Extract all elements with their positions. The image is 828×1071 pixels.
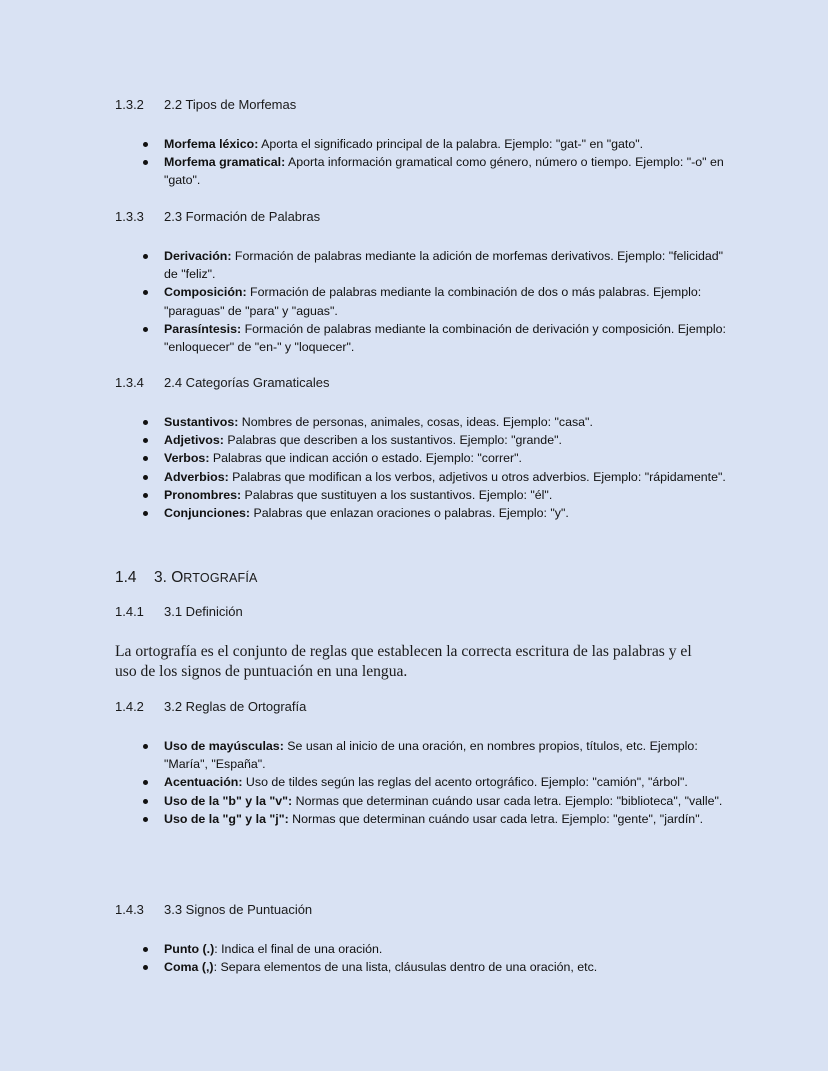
heading-1-4: [115, 568, 258, 588]
heading-title-prefix: 3. O: [154, 569, 184, 586]
heading-number: 1.4.2: [115, 699, 144, 714]
heading-title: 3.3 Signos de Puntuación: [164, 902, 313, 917]
list-item: Uso de la "b" y la "v": Normas que determinan cuándo usar cada letra. Ejemplo: "biblioteca", "valle".: [139, 792, 739, 810]
list-morfemas: [139, 135, 739, 190]
list-categorias: [139, 413, 739, 522]
heading-number: 1.4: [115, 569, 137, 586]
heading-number: 1.3.2: [115, 97, 144, 112]
heading-number: 1.3.4: [115, 375, 144, 390]
heading-number: 1.4.1: [115, 604, 144, 619]
heading-title: 2.4 Categorías Gramaticales: [164, 375, 330, 390]
list-item: Punto (.): Indica el final de una oración.: [139, 940, 739, 958]
heading-title: 3.1 Definición: [164, 604, 243, 619]
list-item: Derivación: Formación de palabras mediante la adición de morfemas derivativos. Ejemplo: "felicidad" de "feliz".: [139, 247, 739, 283]
heading-1-4-1: [115, 604, 243, 620]
heading-number: 1.3.3: [115, 209, 144, 224]
heading-1-4-3: [115, 902, 312, 918]
heading-1-4-2: [115, 699, 306, 715]
heading-title-rest: RTOGRAFÍA: [183, 571, 258, 585]
list-item: Morfema léxico: Aporta el significado principal de la palabra. Ejemplo: "gat-" en "gato".: [139, 135, 739, 153]
list-item: Adverbios: Palabras que modifican a los verbos, adjetivos u otros adverbios. Ejemplo: "rápidamente".: [139, 468, 739, 486]
paragraph-definicion: La ortografía es el conjunto de reglas que establecen la correcta escritura de las palabras y el uso de los signos de puntuación en una lengua.: [115, 643, 692, 680]
heading-1-3-2: [115, 97, 296, 113]
list-item: Pronombres: Palabras que sustituyen a los sustantivos. Ejemplo: "él".: [139, 486, 739, 504]
list-item: Conjunciones: Palabras que enlazan oraciones o palabras. Ejemplo: "y".: [139, 504, 739, 522]
heading-1-3-3: [115, 209, 320, 225]
heading-number: 1.4.3: [115, 902, 144, 917]
list-reglas: [139, 737, 739, 828]
list-item: Uso de mayúsculas: Se usan al inicio de una oración, en nombres propios, títulos, etc. Ejemplo: "María", "España".: [139, 737, 739, 773]
list-item: Composición: Formación de palabras mediante la combinación de dos o más palabras. Ejemplo: "paraguas" de "para" y "aguas".: [139, 283, 739, 319]
list-formacion: [139, 247, 739, 356]
list-item: Morfema gramatical: Aporta información gramatical como género, número o tiempo. Ejemplo: "-o" en "gato".: [139, 153, 739, 189]
list-item: Acentuación: Uso de tildes según las reglas del acento ortográfico. Ejemplo: "camión", "árbol".: [139, 773, 739, 791]
heading-title: 2.2 Tipos de Morfemas: [164, 97, 297, 112]
list-puntuacion: [139, 940, 739, 976]
list-item: Parasíntesis: Formación de palabras mediante la combinación de derivación y composición. Ejemplo: "enloquecer" de "en-" y "loquecer".: [139, 320, 739, 356]
heading-title: 3.2 Reglas de Ortografía: [164, 699, 307, 714]
list-item: Uso de la "g" y la "j": Normas que determinan cuándo usar cada letra. Ejemplo: "gente", "jardín".: [139, 810, 739, 828]
list-item: Coma (,): Separa elementos de una lista, cláusulas dentro de una oración, etc.: [139, 958, 739, 976]
heading-title: 2.3 Formación de Palabras: [164, 209, 321, 224]
list-item: Sustantivos: Nombres de personas, animales, cosas, ideas. Ejemplo: "casa".: [139, 413, 739, 431]
heading-1-3-4: [115, 375, 329, 391]
list-item: Adjetivos: Palabras que describen a los sustantivos. Ejemplo: "grande".: [139, 431, 739, 449]
list-item: Verbos: Palabras que indican acción o estado. Ejemplo: "correr".: [139, 449, 739, 467]
